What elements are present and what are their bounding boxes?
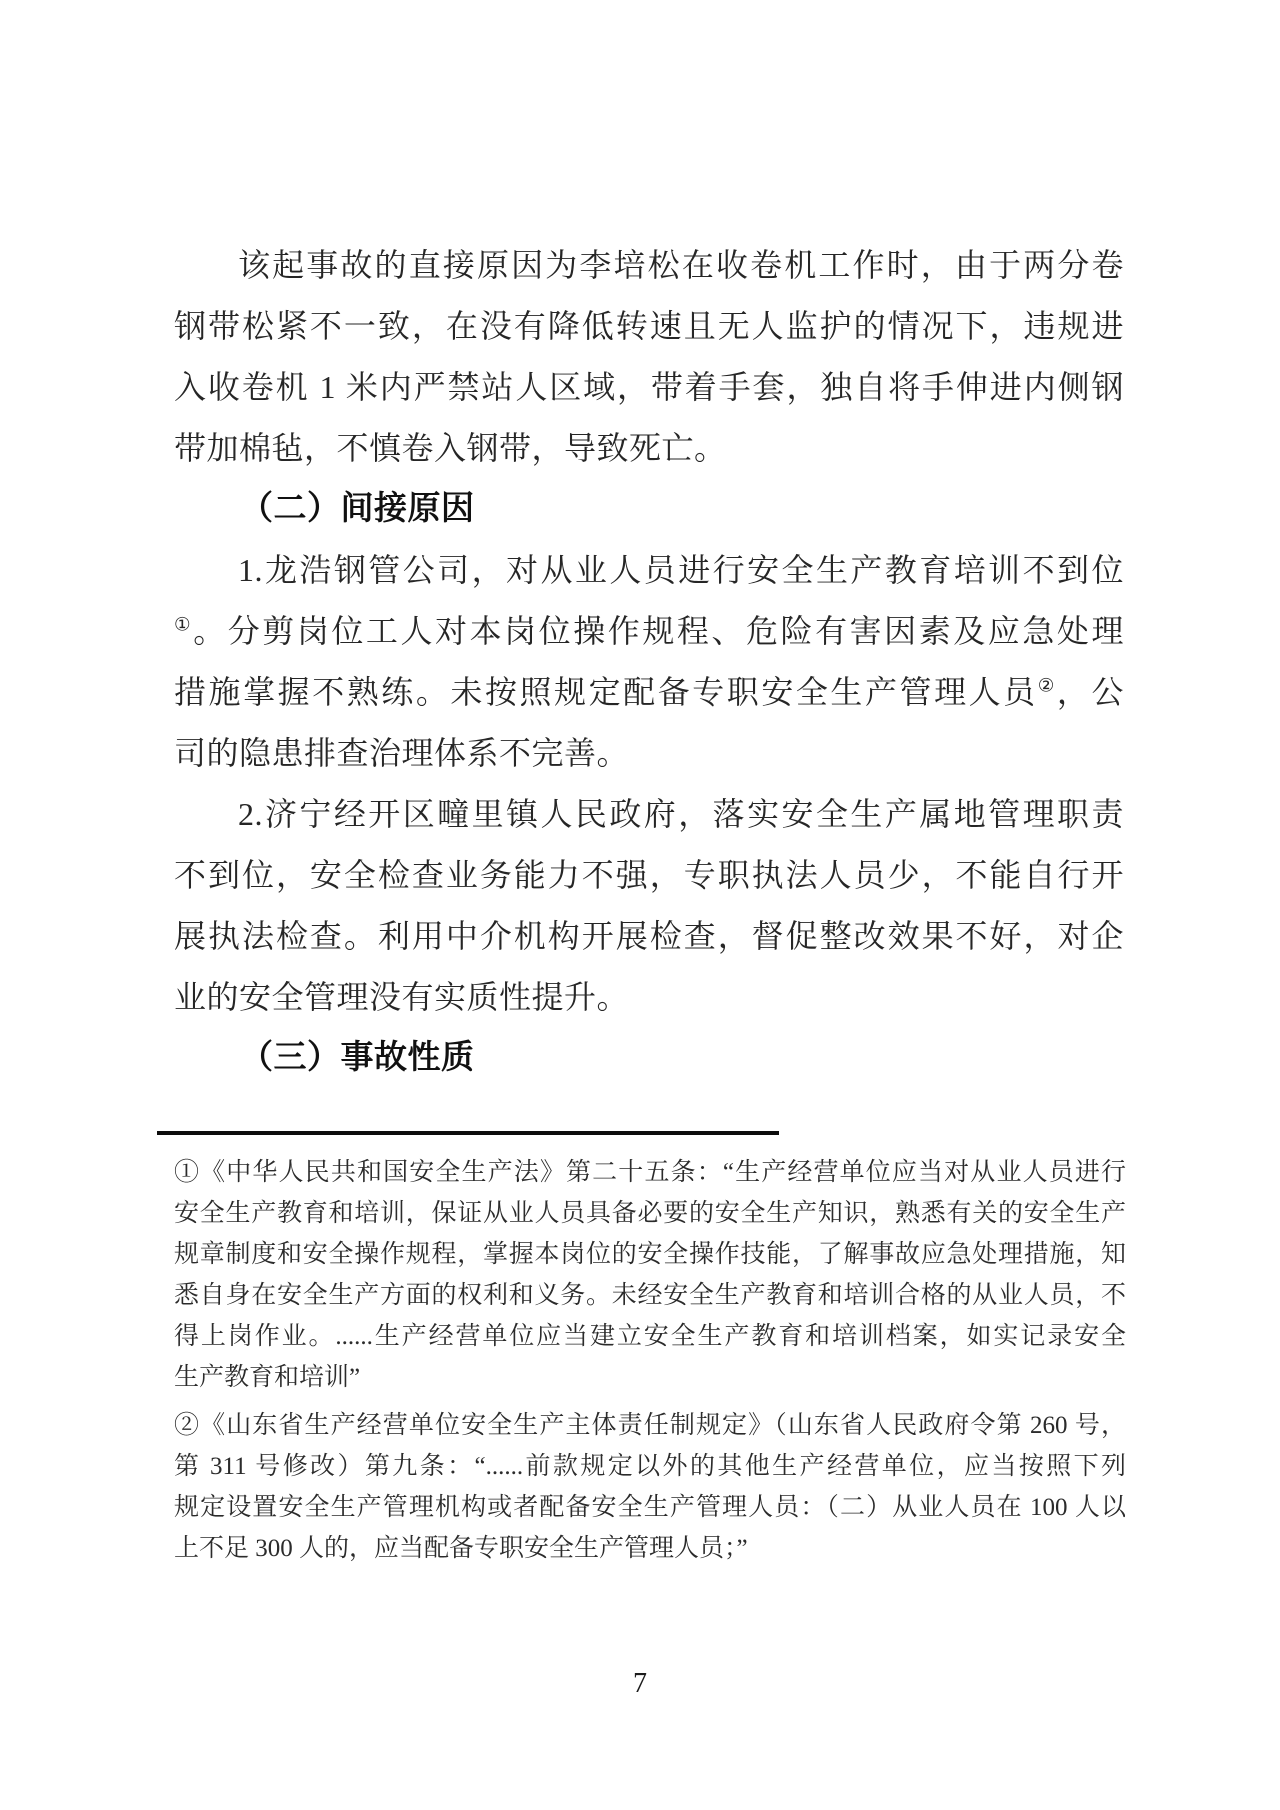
text-line: 展执法检查。利用中介机构开展检查，督促整改效果不好，对企 xyxy=(174,918,1124,954)
section-heading: （三）事故性质 xyxy=(240,1040,475,1076)
footnote-line: 得上岗作业。......生产经营单位应当建立安全生产教育和培训档案，如实记录安全 xyxy=(174,1323,1126,1350)
footnote-ref-marker: ② xyxy=(1037,675,1057,697)
text-line: 措施掌握不熟练。未按照规定配备专职安全生产管理人员②，公 xyxy=(174,674,1124,710)
text-line: 不到位，安全检查业务能力不强，专职执法人员少，不能自行开 xyxy=(174,857,1124,893)
text-line: 1.龙浩钢管公司，对从业人员进行安全生产教育培训不到位 xyxy=(238,552,1124,588)
text-line: 该起事故的直接原因为李培松在收卷机工作时，由于两分卷 xyxy=(238,247,1124,283)
document-body xyxy=(174,235,1124,1089)
text-line: 钢带松紧不一致，在没有降低转速且无人监护的情况下，违规进 xyxy=(174,308,1124,344)
text-line: 入收卷机 1 米内严禁站人区域，带着手套，独自将手伸进内侧钢 xyxy=(174,369,1124,405)
section-heading: （二）间接原因 xyxy=(240,491,475,527)
footnotes-section xyxy=(174,1152,1126,1569)
footnote-ref-marker: ① xyxy=(174,614,194,636)
footnote-line: 规定设置安全生产管理机构或者配备安全生产管理人员：（二）从业人员在 100 人以 xyxy=(174,1494,1126,1521)
footnote xyxy=(174,1152,1126,1398)
footnote-line: 悉自身在安全生产方面的权利和义务。未经安全生产教育和培训合格的从业人员，不 xyxy=(174,1282,1126,1309)
footnote-line: 上不足 300 人的，应当配备专职安全生产管理人员；” xyxy=(174,1535,748,1562)
footnote-line: 第 311 号修改）第九条：“......前款规定以外的其他生产经营单位，应当按照下列 xyxy=(174,1453,1126,1480)
text-line: 带加棉毡，不慎卷入钢带，导致死亡。 xyxy=(174,430,727,466)
text-line: 司的隐患排查治理体系不完善。 xyxy=(174,735,630,771)
footnote xyxy=(174,1405,1126,1569)
footnote-line: ①《中华人民共和国安全生产法》第二十五条：“生产经营单位应当对从业人员进行 xyxy=(174,1159,1126,1186)
footnote-separator xyxy=(157,1131,779,1135)
footnote-line: ②《山东省生产经营单位安全生产主体责任制规定》（山东省人民政府令第 260 号， xyxy=(174,1412,1126,1439)
footnote-line: 安全生产教育和培训，保证从业人员具备必要的安全生产知识，熟悉有关的安全生产 xyxy=(174,1200,1126,1227)
text-line: ①。分剪岗位工人对本岗位操作规程、危险有害因素及应急处理 xyxy=(174,613,1124,649)
footnote-line: 规章制度和安全操作规程，掌握本岗位的安全操作技能，了解事故应急处理措施，知 xyxy=(174,1241,1126,1268)
text-line: 2.济宁经开区疃里镇人民政府，落实安全生产属地管理职责 xyxy=(238,796,1124,832)
footnote-line: 生产教育和培训” xyxy=(174,1364,361,1391)
text-line: 业的安全管理没有实质性提升。 xyxy=(174,979,630,1015)
page-number: 7 xyxy=(633,1668,647,1699)
